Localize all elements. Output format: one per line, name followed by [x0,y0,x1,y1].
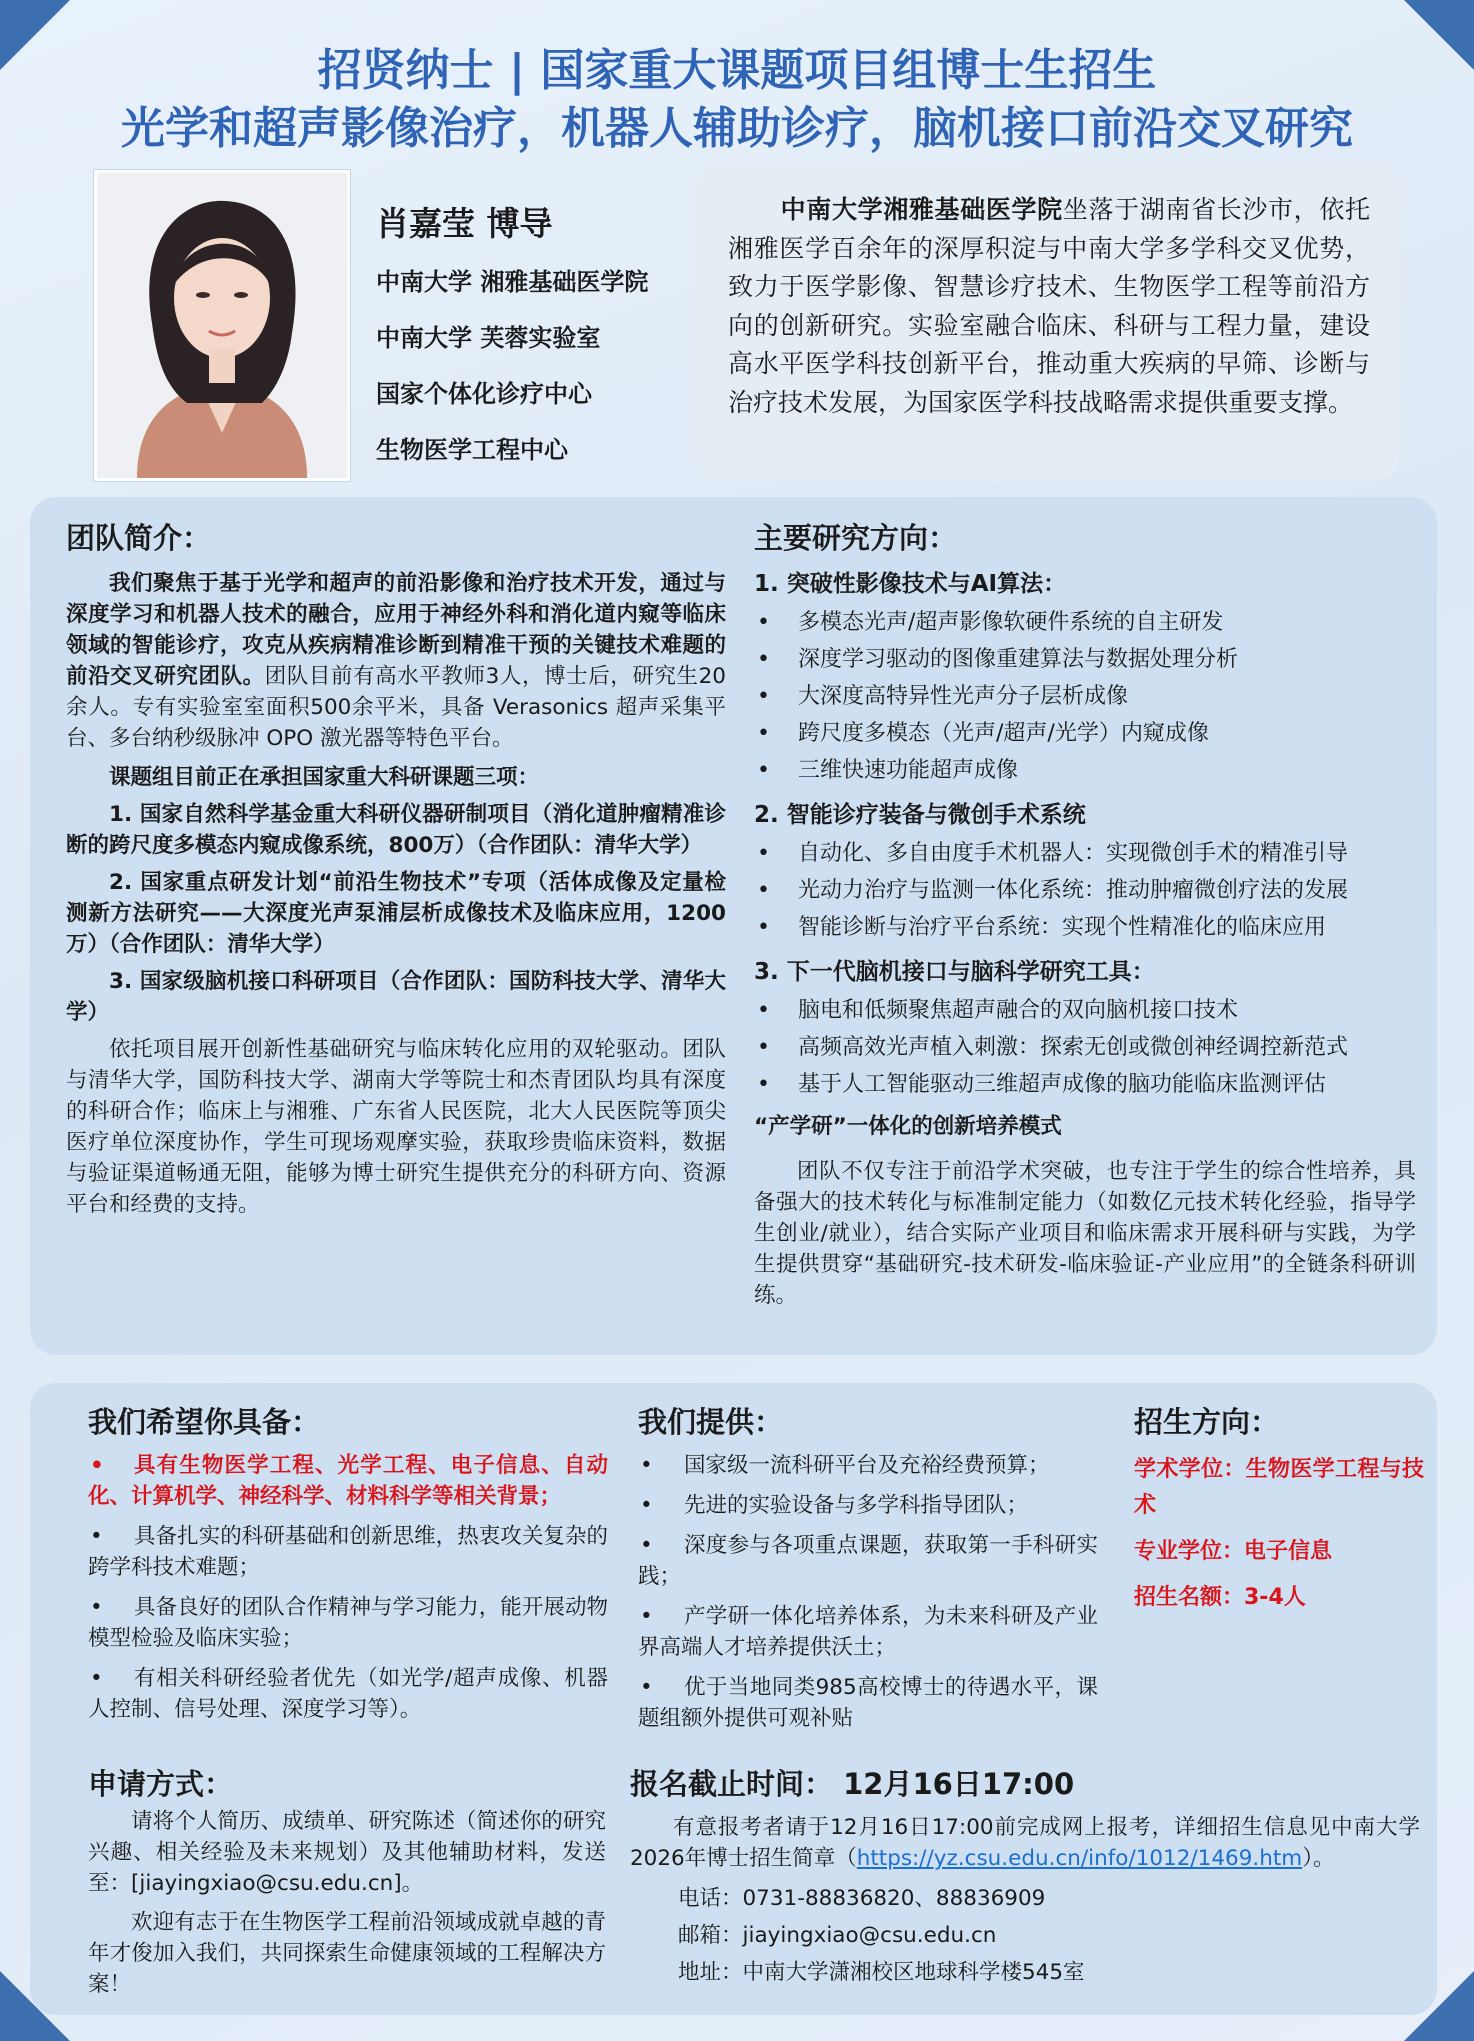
affiliation: 中南大学 芙蓉实验室 [376,324,601,352]
application-heading: 申请方式： [88,1767,234,1801]
contact-phone: 电话：0731-88836820、88836909 [678,1886,1046,1911]
requirements-section [88,1450,608,1734]
offer-item: • 国家级一流科研平台及充裕经费预算； [638,1450,1098,1481]
research-item: • 脑电和低频聚焦超声融合的双向脑机接口技术 [754,992,1416,1029]
research-item: • 深度学习驱动的图像重建算法与数据处理分析 [754,641,1416,678]
profile-photo [94,170,350,481]
enrollment-quota: 招生名额：3-4人 [1134,1585,1306,1610]
requirement-item: • 有相关科研经验者优先（如光学/超声成像、机器人控制、信号处理、深度学习等）。 [88,1663,608,1725]
page-subtitle: 光学和超声影像治疗，机器人辅助诊疗，脑机接口前沿交叉研究 [121,103,1353,154]
team-collaboration: 依托项目展开创新性基础研究与临床转化应用的双轮驱动。团队与清华大学，国防科技大学、湖南大学等院士和杰青团队均具有深度的科研合作；临床上与湘雅、广东省人民医院，北大人民医院等顶尖医疗单位深度协作，学生可现场观摩实验，获取珍贵临床资料，数据与验证渠道畅通无阻，能够为博士研究生提供充分的科研方向、资源平台和经费的支持。 [66,1037,726,1217]
deadline-section [630,1812,1420,1874]
project-item: 3. 国家级脑机接口科研项目（合作团队：国防科技大学、清华大学） [66,969,726,1025]
offer-item: • 产学研一体化培养体系，为未来科研及产业界高端人才培养提供沃土； [638,1601,1098,1663]
research-item: • 基于人工智能驱动三维超声成像的脑功能临床监测评估 [754,1066,1416,1103]
requirement-item: • 具备扎实的科研基础和创新思维，热衷攻关复杂的跨学科技术难题； [88,1521,608,1583]
academic-degree: 学术学位：生物医学工程与技术 [1134,1457,1424,1518]
institute-description: 坐落于湖南省长沙市，依托湘雅医学百余年的深厚积淀与中南大学多学科交叉优势，致力于医学影像、智慧诊疗技术、生物医学工程等前沿方向的创新研究。实验室融合临床、科研与工程力量，建设高水平医学科技创新平台，推动重大疾病的早筛、诊断与治疗技术发展，为国家医学科技战略需求提供重要支撑。 [728,195,1370,417]
offer-item: • 深度参与各项重点课题，获取第一手科研实践； [638,1530,1098,1592]
research-item: • 三维快速功能超声成像 [754,752,1416,789]
contact-info [678,1880,1085,1991]
research-section [754,564,1416,1311]
page-title: 招贤纳士 | 国家重大课题项目组博士生招生 [317,45,1157,96]
projects-intro: 课题组目前正在承担国家重大科研课题三项： [109,765,540,790]
profile-info [376,198,648,491]
application-instructions: 请将个人简历、成绩单、研究陈述（简述你的研究兴趣、相关经验及未来规划）及其他辅助材料，发送至：[jiayingxiao@csu.edu.cn]。 [88,1809,606,1896]
research-item: • 自动化、多自由度手术机器人：实现微创手术的精准引导 [754,835,1416,872]
institute-name: 中南大学湘雅基础医学院 [780,195,1063,224]
offer-section [638,1450,1098,1743]
institute-intro [696,165,1400,481]
contact-email: 邮箱：jiayingxiao@csu.edu.cn [678,1923,997,1948]
requirements-heading: 我们希望你具备： [88,1405,321,1439]
deadline-text: 有意报考者请于12月16日17:00前完成网上报考，详细招生信息见中南大学2026年博士招生简章（ [630,1815,1420,1871]
affiliation: 生物医学工程中心 [376,436,568,464]
team-summary: 团队目前有高水平教师3人，博士后，研究生20余人。专有实验室室面积500余平米，具备 Verasonics 超声采集平台、多台纳秒级脉冲 OPO 激光器等特色平台。 [66,664,726,751]
team-section [66,568,726,1220]
affiliation: 中南大学 湘雅基础医学院 [376,268,649,296]
research-direction-title: 2. 智能诊疗装备与微创手术系统 [754,802,1086,828]
contact-address: 地址：中南大学潇湘校区地球科学楼545室 [678,1960,1085,1985]
team-heading: 团队简介： [66,521,212,555]
research-heading: 主要研究方向： [754,521,958,555]
professor-name: 肖嘉莹 博导 [376,204,553,243]
offer-item: • 优于当地同类985高校博士的待遇水平，课题组额外提供可观补贴 [638,1672,1098,1734]
affiliation: 国家个体化诊疗中心 [376,380,592,408]
research-direction-title: 1. 突破性影像技术与AI算法： [754,571,1067,597]
professional-degree: 专业学位：电子信息 [1134,1539,1333,1564]
offer-item: • 先进的实验设备与多学科指导团队； [638,1490,1098,1521]
application-section [88,1806,606,2000]
research-item: • 高频高效光声植入刺激：探索无创或微创神经调控新范式 [754,1029,1416,1066]
research-item: • 光动力治疗与监测一体化系统：推动肿瘤微创疗法的发展 [754,872,1416,909]
training-model-title: “产学研”一体化的创新培养模式 [754,1114,1062,1139]
requirement-item: • 具备良好的团队合作精神与学习能力，能开展动物模型检验及临床实验； [88,1592,608,1654]
application-welcome: 欢迎有志于在生物医学工程前沿领域成就卓越的青年才俊加入我们，共同探索生命健康领域的工程解决方案！ [88,1910,606,1997]
deadline-text-end: ）。 [1302,1846,1335,1871]
team-summary-bold: 我们聚焦于基于光学和超声的前沿影像和治疗技术开发，通过与深度学习和机器人技术的融合，应用于神经外科和消化道内窥等临床领域的智能诊疗，攻克从疾病精准诊断到精准干预的关键技术难题的前沿交叉研究团队。 [66,571,726,689]
research-item: • 多模态光声/超声影像软硬件系统的自主研发 [754,604,1416,641]
project-item: 1. 国家自然科学基金重大科研仪器研制项目（消化道肿瘤精准诊断的跨尺度多模态内窥成像系统，800万）（合作团队：清华大学） [66,802,726,858]
research-item: • 大深度高特异性光声分子层析成像 [754,678,1416,715]
deadline-heading: 报名截止时间： 12月16日17:00 [630,1767,1075,1801]
enrollment-section [1134,1452,1424,1616]
enrollment-heading: 招生方向： [1134,1405,1280,1439]
requirement-item: • 具有生物医学工程、光学工程、电子信息、自动化、计算机学、神经科学、材料科学等相关背景； [88,1450,608,1512]
research-item: • 跨尺度多模态（光声/超声/光学）内窥成像 [754,715,1416,752]
offer-heading: 我们提供： [638,1405,784,1439]
training-model-text: 团队不仅专注于前沿学术突破，也专注于学生的综合性培养，具备强大的技术转化与标准制定能力（如数亿元技术转化经验，指导学生创业/就业），结合实际产业项目和临床需求开展科研与实践，为学生提供贯穿“基础研究-技术研发-临床验证-产业应用”的全链条科研训练。 [754,1159,1416,1308]
research-direction-title: 3. 下一代脑机接口与脑科学研究工具： [754,959,1155,985]
project-item: 2. 国家重点研发计划“前沿生物技术”专项（活体成像及定量检测新方法研究——大深度光声泵浦层析成像技术及临床应用，1200万）（合作团队：清华大学） [66,870,726,957]
admission-guide-link[interactable]: https://yz.csu.edu.cn/info/1012/1469.htm [856,1846,1303,1871]
research-item: • 智能诊断与治疗平台系统：实现个性精准化的临床应用 [754,909,1416,946]
